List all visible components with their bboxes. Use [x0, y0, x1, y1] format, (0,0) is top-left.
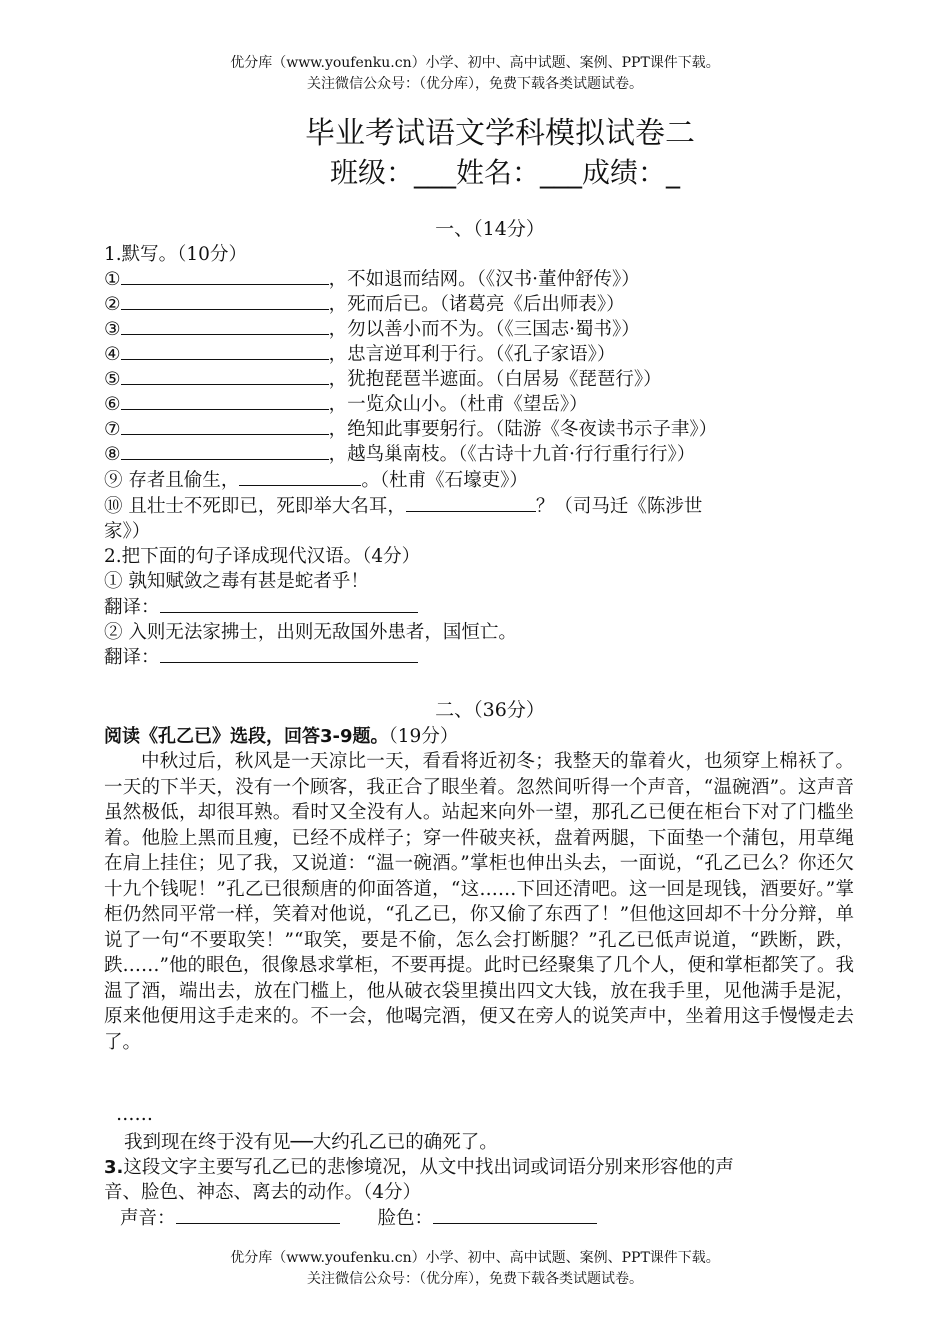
answer-blank[interactable] — [121, 416, 329, 435]
recite-item — [104, 290, 625, 316]
recite-item — [104, 265, 640, 291]
q1-title: 1.默写。（10分） — [104, 244, 247, 265]
recite-item-10 — [104, 492, 702, 518]
face-label: 脸色： — [377, 1208, 434, 1229]
answer-blank[interactable] — [121, 341, 329, 360]
recite-item-10-cont: 家》） — [104, 521, 151, 542]
item-text: ，一览众山小。（杜甫《望岳》） — [328, 394, 588, 415]
item-text: ，勿以善小而不为。（《三国志·蜀书》） — [328, 319, 640, 340]
q2-title: 2.把下面的句子译成现代汉语。（4分） — [104, 546, 421, 567]
q3-line2: 音、脸色、神态、离去的动作。（4分） — [104, 1182, 422, 1203]
page-header-line1: 优分库（www.youfenku.cn）小学、初中、高中试题、案例、PPT课件下载。 — [230, 55, 720, 71]
answer-blank[interactable] — [406, 493, 536, 512]
face-blank[interactable] — [433, 1205, 597, 1224]
translate-blank[interactable] — [160, 644, 418, 663]
item-text: ，绝知此事要躬行。（陆游《冬夜读书示子聿》） — [328, 419, 718, 440]
q3-text: 这段文字主要写孔乙已的悲惨境况，从文中找出词或词语分别来形容他的声 — [123, 1157, 734, 1178]
translate-label: 翻译： — [104, 647, 160, 668]
exam-title: 毕业考试语文学科模拟试卷二 — [305, 116, 695, 151]
recite-item — [104, 415, 717, 441]
item-number: ⑦ — [104, 419, 121, 440]
section2-heading: 二、（36分） — [435, 699, 545, 721]
passage-ending: 我到现在终于没有见──大约孔乙已的确死了。 — [124, 1132, 498, 1153]
answer-blank[interactable] — [121, 366, 329, 385]
item-text: ，不如退而结网。（《汉书·董仲舒传》） — [328, 269, 640, 290]
recite-item — [104, 390, 588, 416]
item-number: ④ — [104, 344, 121, 365]
q2-sentence-1: ① 孰知赋敛之毒有甚是蛇者乎！ — [104, 571, 369, 592]
passage-ellipsis: …… — [116, 1104, 153, 1125]
answer-blank[interactable] — [121, 391, 329, 410]
item-text: ？（司马迁《陈涉世 — [535, 496, 703, 517]
translate-row-2 — [104, 643, 418, 669]
answer-blank[interactable] — [121, 316, 329, 335]
item-text: ，死而后已。（诸葛亮《后出师表》） — [328, 294, 625, 315]
section1-heading: 一、（14分） — [435, 218, 545, 240]
q3-line1 — [104, 1153, 734, 1179]
reading-title-text: 阅读《孔乙已》选段，回答3-9题。 — [104, 726, 389, 747]
translate-row-1 — [104, 593, 418, 619]
q3-number: 3. — [104, 1157, 124, 1178]
answer-blank[interactable] — [239, 467, 361, 486]
item-number: ② — [104, 294, 121, 315]
item-number: ⑤ — [104, 369, 121, 390]
reading-title — [104, 722, 458, 748]
item-text: ，越鸟巢南枝。（《古诗十九首·行行重行行》） — [328, 444, 696, 465]
recite-item — [104, 340, 615, 366]
voice-blank[interactable] — [176, 1205, 340, 1224]
reading-passage: 中秋过后，秋风是一天凉比一天，看看将近初冬；我整天的靠着火，也须穿上棉袄了。一天的下半天，没有一个顾客，我正合了眼坐着。忽然间听得一个声音，“温碗酒”。这声音虽然极低，却很耳熟。看时又全没有人。站起来向外一望，那孔乙已便在柜台下对了门槛坐着。他脸上黑而且瘦，已经不成样子；穿一件破夹袄，盘着两腿，下面垫一个蒲包，用草绳在肩上挂住；见了我，又说道：“温一碗酒。”掌柜也伸出头去，一面说，“孔乙已么？你还欠十九个钱呢！”孔乙已很颓唐的仰面答道，“这……下回还清吧。这一回是现钱，酒要好。”掌柜仍然同平常一样，笑着对他说，“孔乙已，你又偷了东西了！”但他这回却不十分分辩，单说了一句“不要取笑！”“取笑，要是不偷，怎么会打断腿？”孔乙已低声说道，“跌断，跌，跌……”他的眼色，很像恳求掌柜，不要再提。此时已经聚集了几个人，便和掌柜都笑了。我温了酒，端出去，放在门槛上，他从破衣袋里摸出四文大钱，放在我手里，见他满手是泥，原来他便用这手走来的。不一会，他喝完酒，便又在旁人的说笑声中，坐着用这手慢慢走去了。 — [104, 751, 854, 1053]
recite-item — [104, 315, 640, 341]
recite-item — [104, 365, 662, 391]
recite-item — [104, 440, 695, 466]
item-text: 。（杜甫《石壕吏》） — [361, 470, 528, 491]
item-number: ① — [104, 269, 121, 290]
voice-label: 声音： — [120, 1208, 176, 1229]
reading-title-score: （19分） — [388, 726, 459, 747]
item-number: ⑧ — [104, 444, 121, 465]
item-text: ，犹抱琵琶半遮面。（白居易《琵琶行》） — [328, 369, 662, 390]
translate-blank[interactable] — [160, 594, 418, 613]
item-text: ⑩ 且壮士不死即已，死即举大名耳， — [104, 496, 406, 517]
item-text: ⑨ 存者且偷生， — [104, 470, 240, 491]
page-header-line2: 关注微信公众号：（优分库），免费下载各类试题试卷。 — [307, 76, 643, 92]
answer-blank[interactable] — [121, 441, 329, 460]
page-footer-line1: 优分库（www.youfenku.cn）小学、初中、高中试题、案例、PPT课件下载。 — [230, 1250, 720, 1266]
q3-answer-row — [120, 1204, 597, 1230]
answer-blank[interactable] — [121, 291, 329, 310]
item-text: ，忠言逆耳利于行。（《孔子家语》） — [328, 344, 616, 365]
item-number: ⑥ — [104, 394, 121, 415]
page-footer-line2: 关注微信公众号：（优分库），免费下载各类试题试卷。 — [307, 1271, 643, 1287]
student-info-line: 班级：___姓名：___成绩：_ — [329, 156, 680, 189]
translate-label: 翻译： — [104, 597, 160, 618]
recite-item-9 — [104, 466, 528, 492]
q2-sentence-2: ② 入则无法家拂士，出则无敌国外患者，国恒亡。 — [104, 622, 517, 643]
answer-blank[interactable] — [121, 266, 329, 285]
item-number: ③ — [104, 319, 121, 340]
